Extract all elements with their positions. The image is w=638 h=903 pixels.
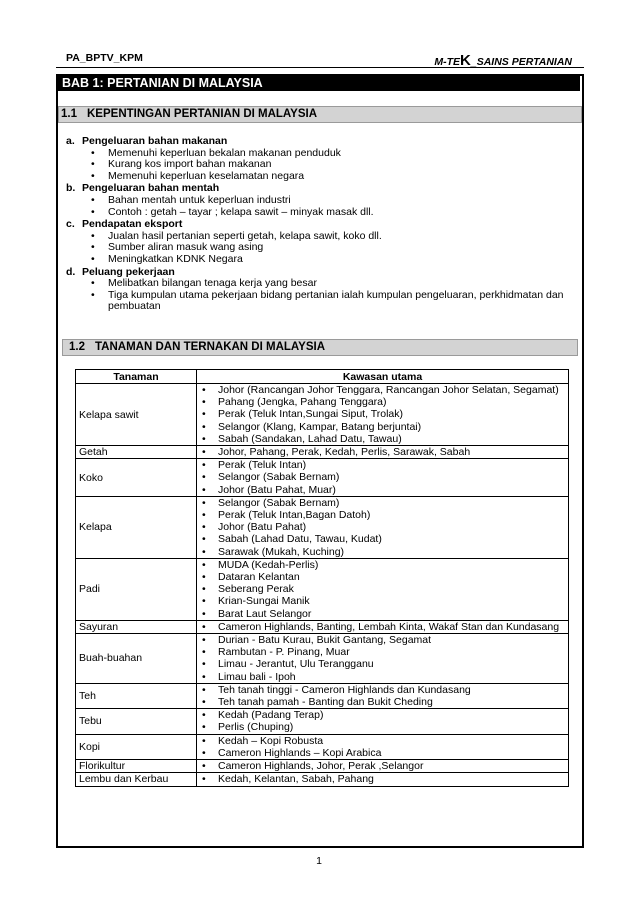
- chapter-title: BAB 1: PERTANIAN DI MALAYSIA: [58, 76, 580, 91]
- table-row: [76, 558, 569, 620]
- table-row: [76, 620, 569, 633]
- crops-table: [75, 369, 569, 787]
- header-right-prefix: M-TE: [434, 56, 461, 68]
- list-letter: a.: [66, 135, 75, 147]
- area-item: • Pahang (Jengka, Pahang Tenggara): [200, 396, 565, 408]
- table-row: [76, 634, 569, 684]
- area-item: • Kedah (Padang Terap): [200, 709, 565, 721]
- area-list: [200, 459, 565, 496]
- area-list: [200, 709, 565, 733]
- area-item: • Barat Laut Selangor: [200, 608, 565, 620]
- area-item: • Teh tanah tinggi - Cameron Highlands dan Kundasang: [200, 684, 565, 696]
- area-cell: [197, 620, 569, 633]
- area-cell: [197, 384, 569, 446]
- crop-cell: Sayuran: [76, 620, 197, 633]
- area-item: • Perak (Teluk Intan,Sungai Siput, Trolak): [200, 408, 565, 420]
- area-list: [200, 497, 565, 558]
- crop-cell: Tebu: [76, 709, 197, 734]
- crop-cell: Lembu dan Kerbau: [76, 773, 197, 786]
- area-item: • Perak (Teluk Intan,Bagan Datoh): [200, 509, 565, 521]
- area-cell: [197, 459, 569, 497]
- header-left-text: PA_BPTV_KPM: [66, 52, 143, 64]
- area-item: • Perak (Teluk Intan): [200, 459, 565, 471]
- table-row: [76, 384, 569, 446]
- area-item: • Cameron Highlands, Banting, Lembah Kinta, Wakaf Stan dan Kundasang: [200, 621, 565, 633]
- area-item: • Kedah, Kelantan, Sabah, Pahang: [200, 773, 565, 785]
- area-item: • Johor (Rancangan Johor Tenggara, Rancangan Johor Selatan, Segamat): [200, 384, 565, 396]
- list-item: • Tiga kumpulan utama pekerjaan bidang pertanian ialah kumpulan pengeluaran, perkhidmatan dan pembuatan: [66, 290, 576, 313]
- area-cell: [197, 709, 569, 734]
- table-row: [76, 734, 569, 759]
- area-item: • Perlis (Chuping): [200, 721, 565, 733]
- area-cell: [197, 773, 569, 786]
- area-cell: [197, 446, 569, 459]
- area-item: • MUDA (Kedah-Perlis): [200, 559, 565, 571]
- table-row: [76, 459, 569, 497]
- table-row: [76, 496, 569, 558]
- area-item: • Selangor (Sabak Bernam): [200, 471, 565, 483]
- area-cell: [197, 634, 569, 684]
- area-list: [200, 684, 565, 708]
- crop-cell: Teh: [76, 683, 197, 708]
- section-number: 1.1: [61, 108, 77, 120]
- area-item: • Sarawak (Mukah, Kuching): [200, 546, 565, 558]
- area-list: [200, 446, 565, 458]
- area-cell: [197, 558, 569, 620]
- header-divider: [56, 67, 584, 68]
- area-list: [200, 760, 565, 772]
- header-right-big-letter: K: [460, 52, 471, 69]
- area-item: • Kedah – Kopi Robusta: [200, 735, 565, 747]
- importance-list: [66, 135, 576, 313]
- area-item: • Cameron Highlands – Kopi Arabica: [200, 747, 565, 759]
- list-heading: [66, 136, 576, 148]
- area-cell: [197, 760, 569, 773]
- table-header-row: [76, 370, 569, 384]
- list-heading: [66, 219, 576, 231]
- section-heading-2: [62, 339, 578, 356]
- area-cell: [197, 496, 569, 558]
- area-item: • Johor (Batu Pahat): [200, 521, 565, 533]
- table-row: [76, 773, 569, 786]
- area-item: • Dataran Kelantan: [200, 571, 565, 583]
- table-row: [76, 709, 569, 734]
- list-item: • Meningkatkan KDNK Negara: [66, 254, 576, 266]
- area-item: • Cameron Highlands, Johor, Perak ,Selangor: [200, 760, 565, 772]
- area-item: • Sabah (Lahad Datu, Tawau, Kudat): [200, 533, 565, 545]
- list-item: • Memenuhi keperluan keselamatan negara: [66, 171, 576, 183]
- section-title: KEPENTINGAN PERTANIAN DI MALAYSIA: [87, 108, 318, 120]
- crop-cell: Kopi: [76, 734, 197, 759]
- area-list: [200, 634, 565, 683]
- area-item: • Rambutan - P. Pinang, Muar: [200, 646, 565, 658]
- area-item: • Selangor (Klang, Kampar, Batang berjuntai): [200, 421, 565, 433]
- area-list: [200, 621, 565, 633]
- section-number: 1.2: [69, 341, 85, 353]
- area-item: • Krian-Sungai Manik: [200, 595, 565, 607]
- crop-cell: Koko: [76, 459, 197, 497]
- area-list: [200, 559, 565, 620]
- area-item: • Sabah (Sandakan, Lahad Datu, Tawau): [200, 433, 565, 445]
- header-right-suffix: _SAINS PERTANIAN: [470, 56, 572, 68]
- list-heading-text: Pendapatan eksport: [82, 218, 183, 231]
- list-heading-text: Pengeluaran bahan mentah: [82, 182, 220, 195]
- area-item: • Selangor (Sabak Bernam): [200, 497, 565, 509]
- area-item: • Johor, Pahang, Perak, Kedah, Perlis, Sarawak, Sabah: [200, 446, 565, 458]
- area-item: • Seberang Perak: [200, 583, 565, 595]
- area-list: [200, 384, 565, 445]
- list-item: • Sumber aliran masuk wang asing: [66, 242, 576, 254]
- column-header-area: Kawasan utama: [197, 370, 569, 384]
- list-item: • Jualan hasil pertanian seperti getah, kelapa sawit, koko dll.: [66, 231, 576, 243]
- list-item: • Memenuhi keperluan bekalan makanan penduduk: [66, 148, 576, 160]
- list-letter: d.: [66, 265, 76, 278]
- column-header-crop: Tanaman: [76, 370, 197, 384]
- crop-cell: Kelapa: [76, 496, 197, 558]
- area-list: [200, 773, 565, 785]
- list-letter: b.: [66, 182, 76, 195]
- page-number: 1: [316, 855, 322, 867]
- area-item: • Limau bali - Ipoh: [200, 671, 565, 683]
- crop-cell: Buah-buahan: [76, 634, 197, 684]
- list-heading-text: Pengeluaran bahan makanan: [82, 135, 228, 147]
- area-item: • Limau - Jerantut, Ulu Terangganu: [200, 658, 565, 670]
- list-item: • Melibatkan bilangan tenaga kerja yang besar: [66, 278, 576, 290]
- table-row: [76, 446, 569, 459]
- area-item: • Durian - Batu Kurau, Bukit Gantang, Segamat: [200, 634, 565, 646]
- area-item: • Teh tanah pamah - Banting dan Bukit Cheding: [200, 696, 565, 708]
- area-cell: [197, 683, 569, 708]
- list-item: • Kurang kos import bahan makanan: [66, 159, 576, 171]
- area-item: • Johor (Batu Pahat, Muar): [200, 484, 565, 496]
- crop-cell: Getah: [76, 446, 197, 459]
- crop-cell: Kelapa sawit: [76, 384, 197, 446]
- list-heading-text: Peluang pekerjaan: [82, 265, 175, 278]
- crop-cell: Padi: [76, 558, 197, 620]
- section-title: TANAMAN DAN TERNAKAN DI MALAYSIA: [95, 341, 325, 353]
- table-row: [76, 683, 569, 708]
- table-row: [76, 760, 569, 773]
- area-cell: [197, 734, 569, 759]
- list-letter: c.: [66, 218, 75, 231]
- list-item: • Bahan mentah untuk keperluan industri: [66, 195, 576, 207]
- list-item: • Contoh : getah – tayar ; kelapa sawit – minyak masak dll.: [66, 207, 576, 219]
- section-heading-1: [58, 106, 582, 123]
- crop-cell: Florikultur: [76, 760, 197, 773]
- area-list: [200, 735, 565, 759]
